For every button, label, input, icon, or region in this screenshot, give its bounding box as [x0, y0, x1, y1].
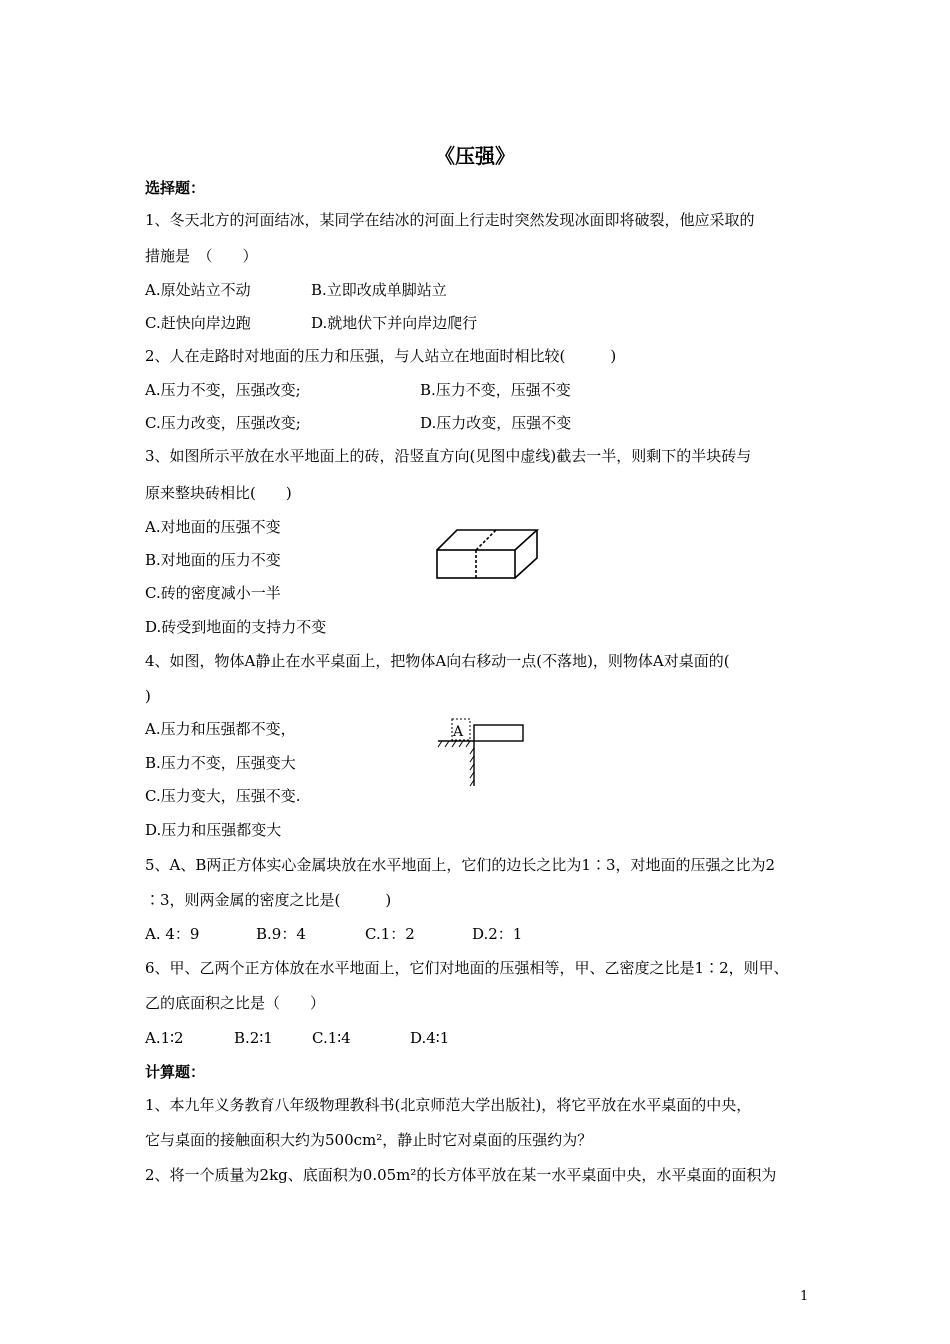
- q5-option-c: C.1：2: [365, 925, 415, 943]
- brick-side-face: [515, 530, 537, 578]
- q6-stem-line2: 乙的底面积之比是（ ）: [145, 994, 326, 1012]
- q4-option-d: D.压力和压强都变大: [145, 821, 282, 839]
- block-a-label: A: [453, 724, 464, 740]
- c2-line1: 2、将一个质量为2kg、底面积为0.05m²的长方体平放在某一水平桌面中央，水平桌面的面积为: [145, 1166, 777, 1184]
- q2-option-b: B.压力不变，压强不变: [420, 381, 571, 399]
- q5-stem-line2: ∶3，则两金属的密度之比是( ): [145, 891, 392, 909]
- q4-option-b: B.压力不变，压强变大: [145, 754, 296, 772]
- q3-option-d: D.砖受到地面的支持力不变: [145, 618, 327, 636]
- q1-option-d: D.就地伏下并向岸边爬行: [311, 314, 478, 332]
- q2-option-d: D.压力改变，压强不变: [420, 414, 572, 432]
- q5-option-b: B.9：4: [256, 925, 306, 943]
- q4-option-a: A.压力和压强都不变，: [145, 720, 296, 738]
- table-top-block: [474, 725, 523, 741]
- q6-option-c: C.1∶4: [312, 1029, 351, 1047]
- q4-stem-line1: 4、如图，物体A静止在水平桌面上，把物体A向右移动一点(不落地)，则物体A对桌面的(: [145, 652, 730, 670]
- q2-option-a: A.压力不变，压强改变;: [145, 381, 301, 399]
- q5-stem-line1: 5、A、B两正方体实心金属块放在水平地面上，它们的边长之比为1∶3，对地面的压强之比为2: [145, 856, 776, 874]
- q6-option-d: D.4∶1: [410, 1029, 450, 1047]
- q1-stem-line1: 1、冬天北方的河面结冰，某同学在结冰的河面上行走时突然发现冰面即将破裂，他应采取的: [145, 211, 755, 229]
- q5-option-d: D.2：1: [472, 925, 523, 943]
- brick-front-face: [437, 550, 515, 578]
- q4-option-c: C.压力变大，压强不变.: [145, 787, 301, 805]
- c1-line2: 它与桌面的接触面积大约为500cm²，静止时它对桌面的压强约为？: [145, 1131, 593, 1149]
- brick-cut-line-top: [476, 530, 496, 550]
- page-title: 《压强》: [435, 144, 515, 168]
- q6-option-a: A.1∶2: [145, 1029, 184, 1047]
- q3-option-c: C.砖的密度减小一半: [145, 584, 281, 602]
- q3-option-b: B.对地面的压力不变: [145, 551, 281, 569]
- q6-stem-line1: 6、甲、乙两个正方体放在水平地面上，它们对地面的压强相等，甲、乙密度之比是1∶2，则甲、: [145, 959, 789, 977]
- q5-option-a: A. 4：9: [145, 925, 200, 943]
- q2-option-c: C.压力改变，压强改变;: [145, 414, 301, 432]
- q3-stem-line1: 3、如图所示平放在水平地面上的砖，沿竖直方向(见图中虚线)截去一半，则剩下的半块砖与: [145, 447, 752, 465]
- q1-option-b: B.立即改成单脚站立: [311, 281, 447, 299]
- q3-stem-line2: 原来整块砖相比( ): [145, 484, 292, 502]
- section-choice-heading: 选择题：: [145, 179, 206, 197]
- q1-stem-line2: 措施是 （ ）: [145, 247, 258, 265]
- q3-option-a: A.对地面的压强不变: [145, 518, 281, 536]
- q1-option-a: A.原处站立不动: [145, 281, 251, 299]
- q4-stem-line2: ): [145, 687, 151, 705]
- brick-figure: [436, 528, 540, 580]
- section-calc-heading: 计算题：: [145, 1063, 206, 1081]
- q6-option-b: B.2∶1: [234, 1029, 273, 1047]
- brick-top-face: [437, 530, 537, 550]
- c1-line1: 1、本九年义务教育八年级物理教科书(北京师范大学出版社)，将它平放在水平桌面的中央，: [145, 1096, 752, 1114]
- page-number: 1: [800, 1289, 809, 1304]
- table-hatching: [438, 741, 474, 786]
- table-block-figure: [434, 716, 530, 788]
- q2-stem-line1: 2、人在走路时对地面的压力和压强，与人站立在地面时相比较( ): [145, 347, 617, 365]
- q1-option-c: C.赶快向岸边跑: [145, 314, 251, 332]
